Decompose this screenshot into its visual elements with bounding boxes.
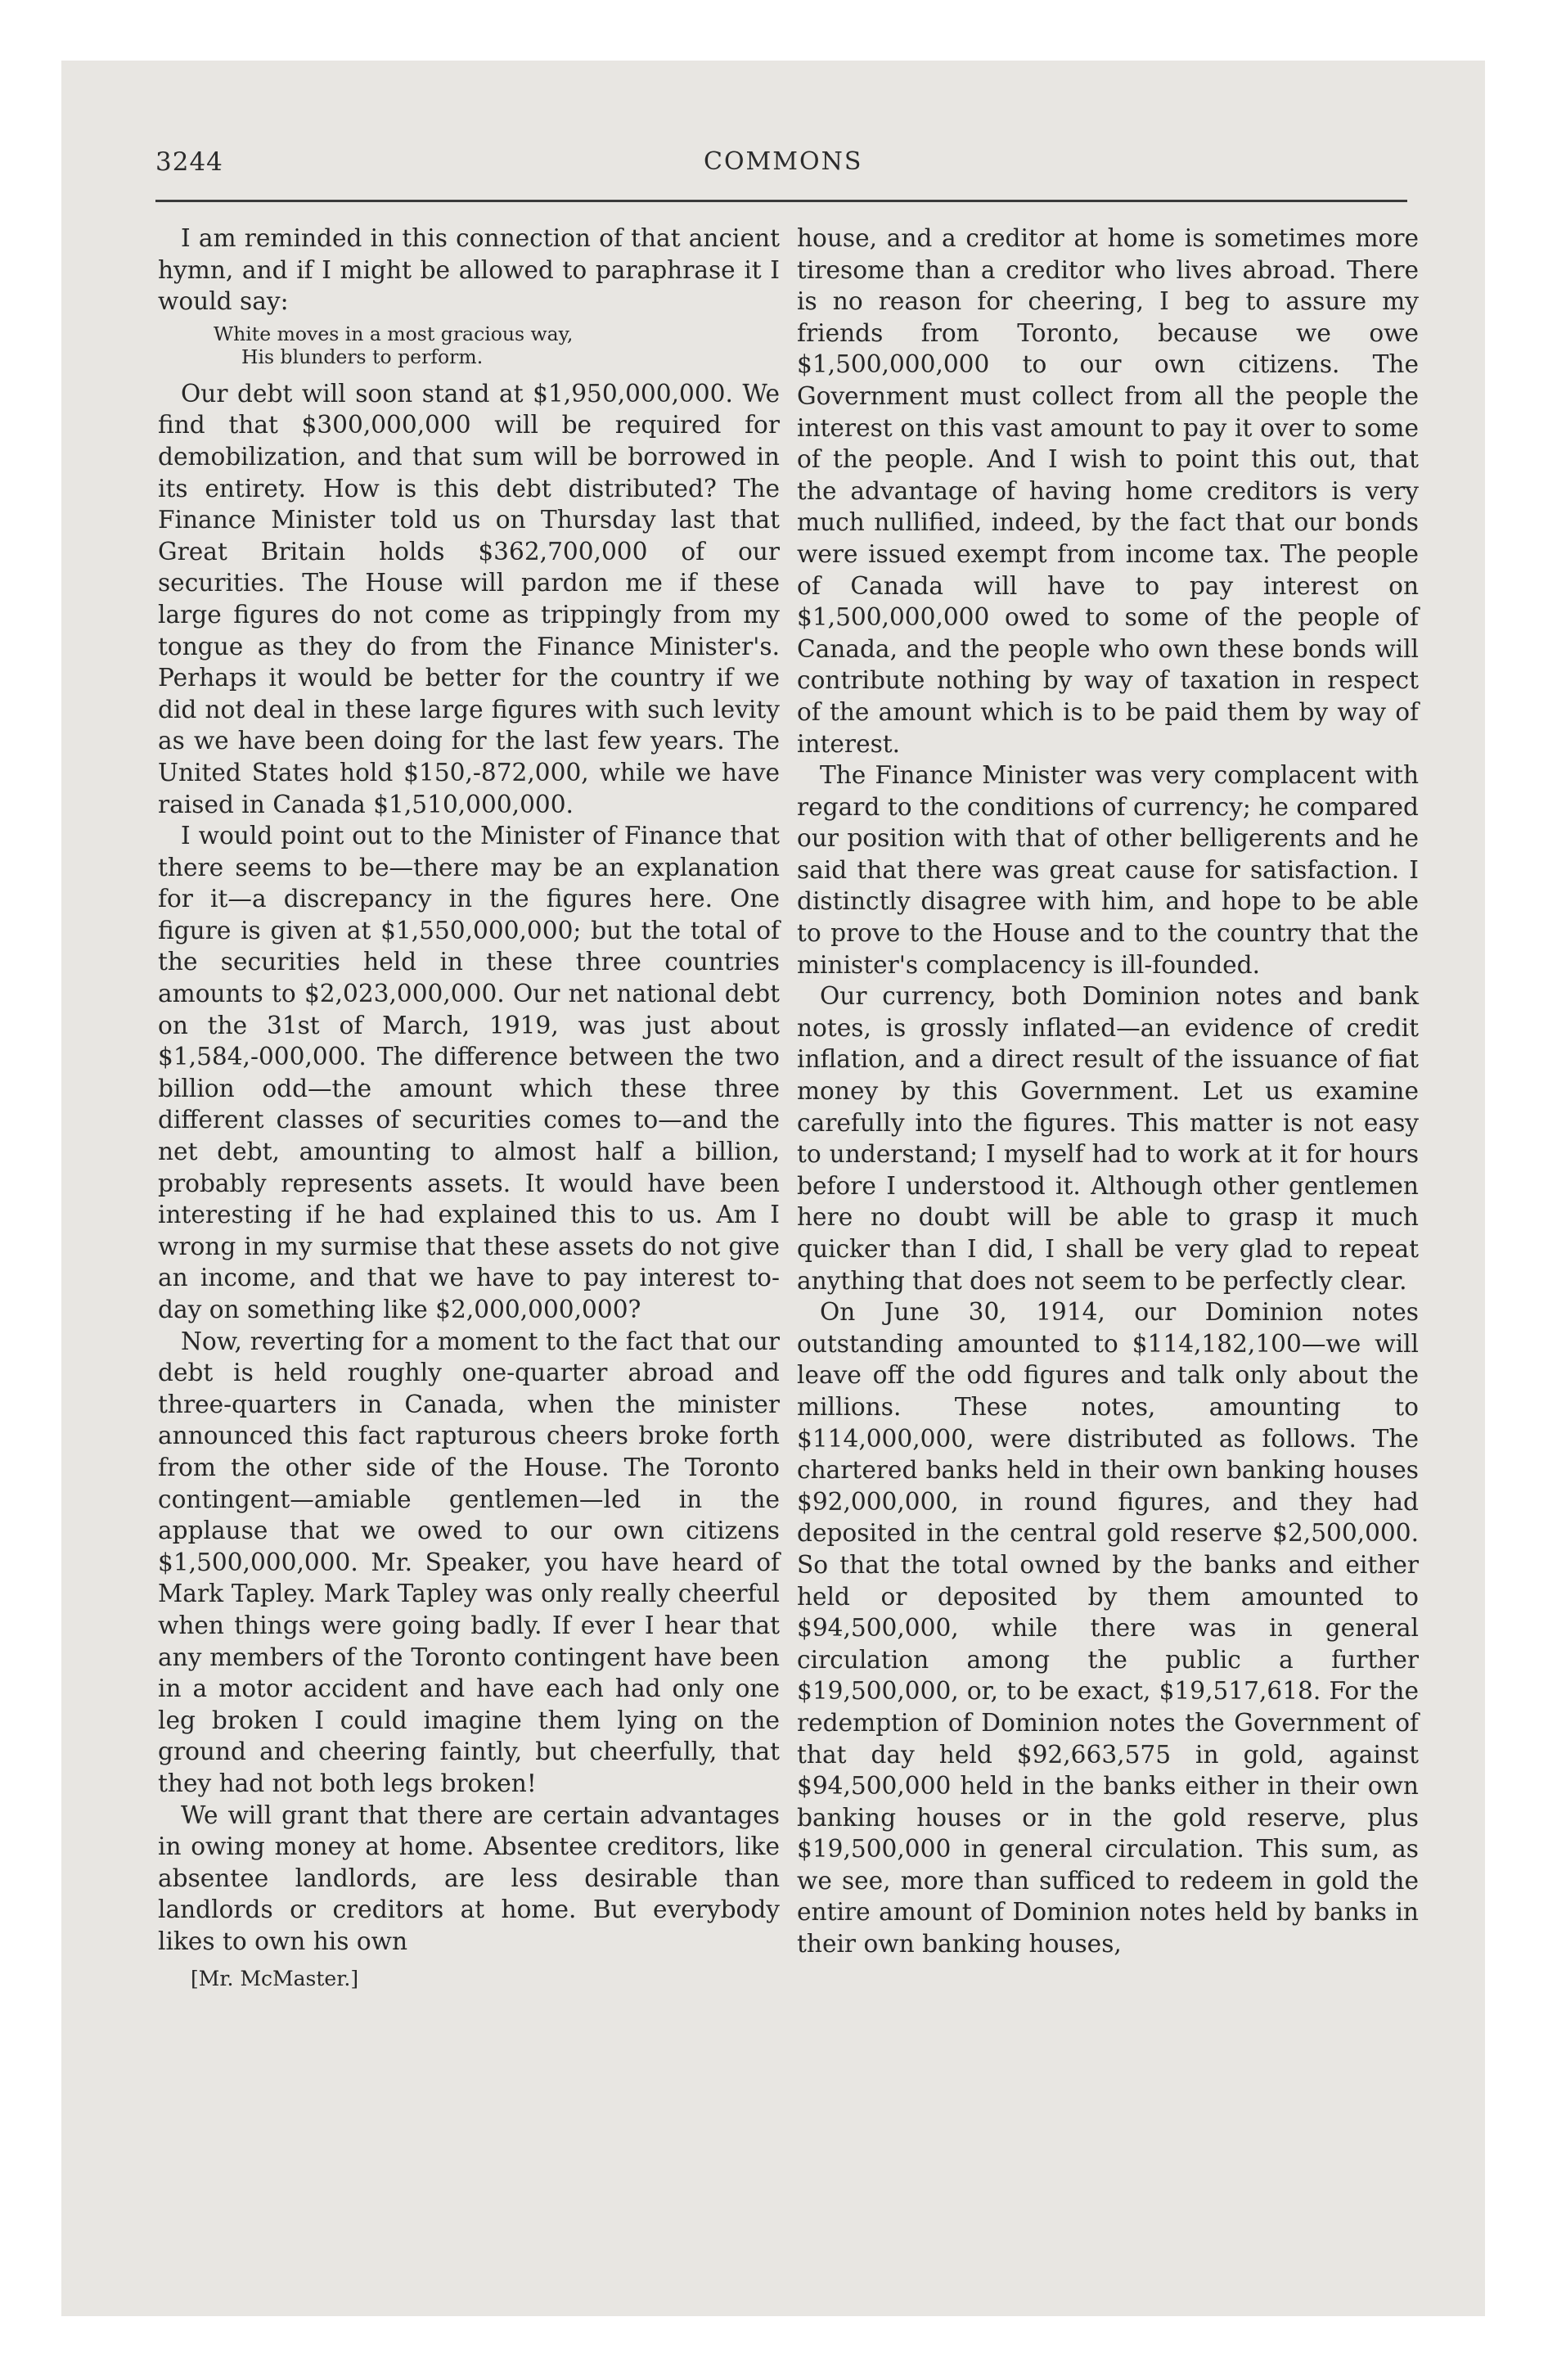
paragraph: Now, reverting for a moment to the fact that our debt is held roughly one-quarter abroad and three-quarters in Canada, when the minister announced this fact rapturous cheers broke forth from the other side of the House. The Toronto contingent—amiable gentlemen—led in the applause that we owed to our own citizens $1,500,000,000. Mr. Speaker, you have heard of Mark Tapley. Mark Tapley was only really cheerful when things were going badly. If ever I hear that any members of the Toronto contingent have been in a motor accident and have each had only one leg broken I could imagine them lying on the ground and cheering faintly, but cheerfully, that they had not both legs broken! xyxy=(158,1327,780,1797)
paragraph: The Finance Minister was very complacent with regard to the conditions of currency; he compared our position with that of other belligerents and he said that there was great cause for satisfaction. I distinctly disagree with him, and hope to be able to prove to the House and to the country that the minister's complacency is ill-founded. xyxy=(797,761,1419,979)
header-rule xyxy=(155,200,1407,202)
verse-line: White moves in a most gracious way, xyxy=(214,322,574,345)
running-head: COMMONS xyxy=(704,147,863,176)
page-header xyxy=(155,147,1407,183)
right-column xyxy=(797,223,1419,1960)
paragraph: I am reminded in this connection of that ancient hymn, and if I might be allowed to paraphrase it I would say: xyxy=(158,224,780,316)
speaker-attribution: [Mr. McMaster.] xyxy=(191,1967,359,1991)
verse-quote xyxy=(158,322,780,368)
paragraph: Our currency, both Dominion notes and bank notes, is grossly inflated—an evidence of credit inflation, and a direct result of the issuance of fiat money by this Government. Let us examine carefully into the figures. This matter is not easy to understand; I myself had to work at it for hours before I understood it. Although other gentlemen here no doubt will be able to grasp it much quicker than I did, I shall be very glad to repeat anything that does not seem to be perfectly clear. xyxy=(797,982,1419,1295)
paragraph: Our debt will soon stand at $1,950,000,000. We find that $300,000,000 will be required for demobilization, and that sum will be borrowed in its entirety. How is this debt distributed? The Finance Minister told us on Thursday last that Great Britain holds $362,700,000 of our securities. The House will pardon me if these large figures do not come as trippingly from my tongue as they do from the Finance Minister's. Perhaps it would be better for the country if we did not deal in these large figures with such levity as we have been doing for the last few years. The United States hold $150,-872,000, while we have raised in Canada $1,510,000,000. xyxy=(158,379,780,818)
verse-line: His blunders to perform. xyxy=(241,345,484,368)
paragraph-continued: house, and a creditor at home is sometimes more tiresome than a creditor who lives abroad. There is no reason for cheering, I beg to assure my friends from Toronto, because we owe $1,500,000,000 to our own citizens. The Government must collect from all the people the interest on this vast amount to pay it over to some of the people. And I wish to point this out, that the advantage of having home creditors is very much nullified, indeed, by the fact that our bonds were issued exempt from income tax. The people of Canada will have to pay interest on $1,500,000,000 owed to some of the people of Canada, and the people who own these bonds will contribute nothing by way of taxation in respect of the amount which is to be paid them by way of interest. xyxy=(797,224,1419,758)
left-column xyxy=(158,223,780,1991)
page-number: 3244 xyxy=(155,147,223,177)
paragraph: I would point out to the Minister of Finance that there seems to be—there may be an explanation for it—a discrepancy in the figures here. One figure is given at $1,550,000,000; but the total of the securities held in these three countries amounts to $2,023,000,000. Our net national debt on the 31st of March, 1919, was just about $1,584,-000,000. The difference between the two billion odd—the amount which these three different classes of securities comes to—and the net debt, amounting to almost half a billion, probably represents assets. It would have been interesting if he had explained this to us. Am I wrong in my surmise that these assets do not give an income, and that we have to pay interest to-day on something like $2,000,000,000? xyxy=(158,822,780,1323)
paragraph: We will grant that there are certain advantages in owing money at home. Absentee creditors, like absentee landlords, are less desirable than landlords or creditors at home. But everybody likes to own his own xyxy=(158,1801,780,1955)
paragraph: On June 30, 1914, our Dominion notes outstanding amounted to $114,182,100—we will leave off the odd figures and talk only about the millions. These notes, amounting to $114,000,000, were distributed as follows. The chartered banks held in their own banking houses $92,000,000, in round figures, and they had deposited in the central gold reserve $2,500,000. So that the total owned by the banks and either held or deposited by them amounted to $94,500,000, while there was in general circulation among the public a further $19,500,000, or, to be exact, $19,517,618. For the redemption of Dominion notes the Government of that day held $92,663,575 in gold, against $94,500,000 held in the banks either in their own banking houses or in the gold reserve, plus $19,500,000 in general circulation. This sum, as we see, more than sufficed to redeem in gold the entire amount of Dominion notes held by banks in their own banking houses, xyxy=(797,1298,1419,1959)
